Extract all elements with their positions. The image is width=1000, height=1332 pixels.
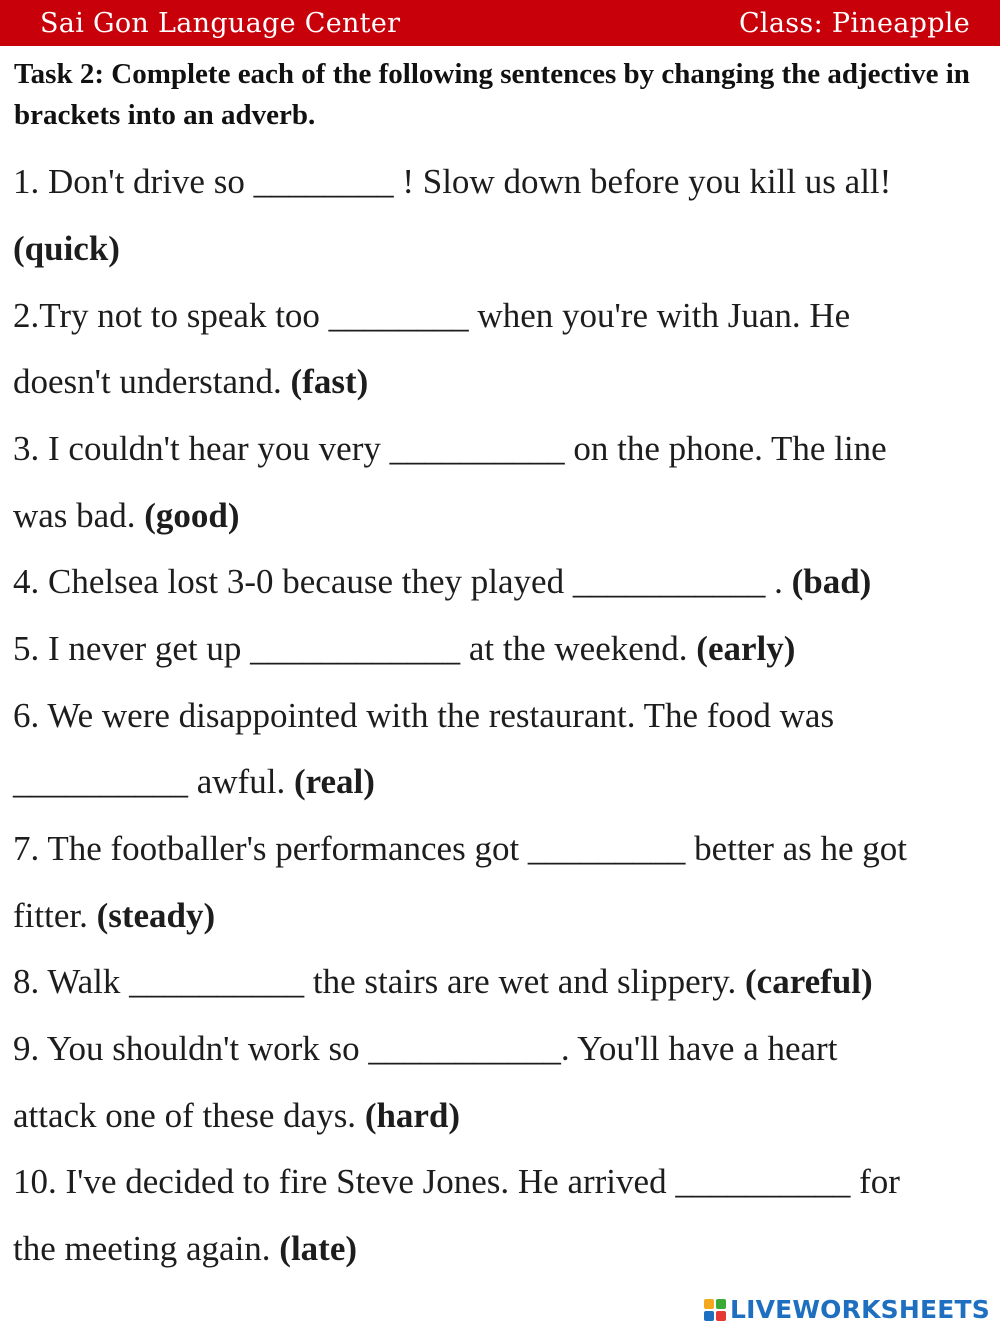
task-instruction: Task 2: Complete each of the following sentences by changing the adjective in brackets into an adverb.	[14, 58, 970, 131]
exercise-line-16	[13, 1162, 900, 1202]
exercise-line-5	[13, 429, 887, 469]
hint-word: (early)	[696, 629, 796, 668]
header-bar	[0, 0, 1000, 46]
line-text: was bad.	[13, 496, 145, 535]
line-text: doesn't understand.	[13, 362, 291, 401]
logo-text: LIVEWORKSHEETS	[729, 1295, 990, 1324]
exercise-line-3	[13, 296, 850, 336]
exercise-line-17	[13, 1229, 357, 1269]
hint-word: (bad)	[791, 562, 872, 601]
liveworksheets-logo-icon	[704, 1299, 726, 1321]
exercise-line-11	[13, 829, 907, 869]
exercise-line-14	[13, 1029, 837, 1069]
exercise-line-13	[13, 962, 873, 1002]
line-text: 5. I never get up ____________ at the weekend.	[13, 629, 697, 668]
hint-word: (quick)	[13, 229, 120, 268]
center-name: Sai Gon Language Center	[40, 7, 401, 39]
line-text: 10. I've decided to fire Steve Jones. He arrived __________ for	[13, 1162, 900, 1201]
exercise-line-2	[13, 229, 120, 269]
hint-word: (steady)	[96, 896, 216, 935]
class-name: Class: Pineapple	[738, 7, 970, 39]
line-text: attack one of these days.	[13, 1096, 365, 1135]
liveworksheets-logo	[704, 1295, 990, 1324]
line-text: 8. Walk __________ the stairs are wet and slippery.	[13, 962, 746, 1001]
exercise-line-4	[13, 362, 368, 402]
exercise-line-1	[13, 162, 891, 202]
exercise-line-7	[13, 562, 871, 602]
exercise-line-6	[13, 496, 240, 536]
line-text: 9. You shouldn't work so ___________. You'll have a heart	[13, 1029, 838, 1068]
exercise-line-10	[13, 762, 375, 802]
exercise-line-9	[13, 696, 834, 736]
line-text: fitter.	[13, 896, 97, 935]
hint-word: (careful)	[745, 962, 873, 1001]
line-text: 7. The footballer's performances got _________ better as he got	[13, 829, 908, 868]
line-text: __________ awful.	[13, 762, 294, 801]
hint-word: (good)	[144, 496, 240, 535]
exercise-line-8	[13, 629, 795, 669]
hint-word: (fast)	[290, 362, 369, 401]
hint-word: (hard)	[364, 1096, 461, 1135]
exercise-line-15	[13, 1096, 460, 1136]
exercise-line-12	[13, 896, 215, 936]
line-text: 6. We were disappointed with the restaurant. The food was	[13, 696, 835, 735]
hint-word: (late)	[279, 1229, 358, 1268]
hint-word: (real)	[293, 762, 375, 801]
line-text: 3. I couldn't hear you very __________ on the phone. The line	[13, 429, 887, 468]
line-text: 2.Try not to speak too ________ when you're with Juan. He	[13, 296, 851, 335]
line-text: 1. Don't drive so ________ ! Slow down before you kill us all!	[13, 162, 892, 201]
line-text: the meeting again.	[13, 1229, 280, 1268]
line-text: 4. Chelsea lost 3-0 because they played ___________ .	[13, 562, 792, 601]
